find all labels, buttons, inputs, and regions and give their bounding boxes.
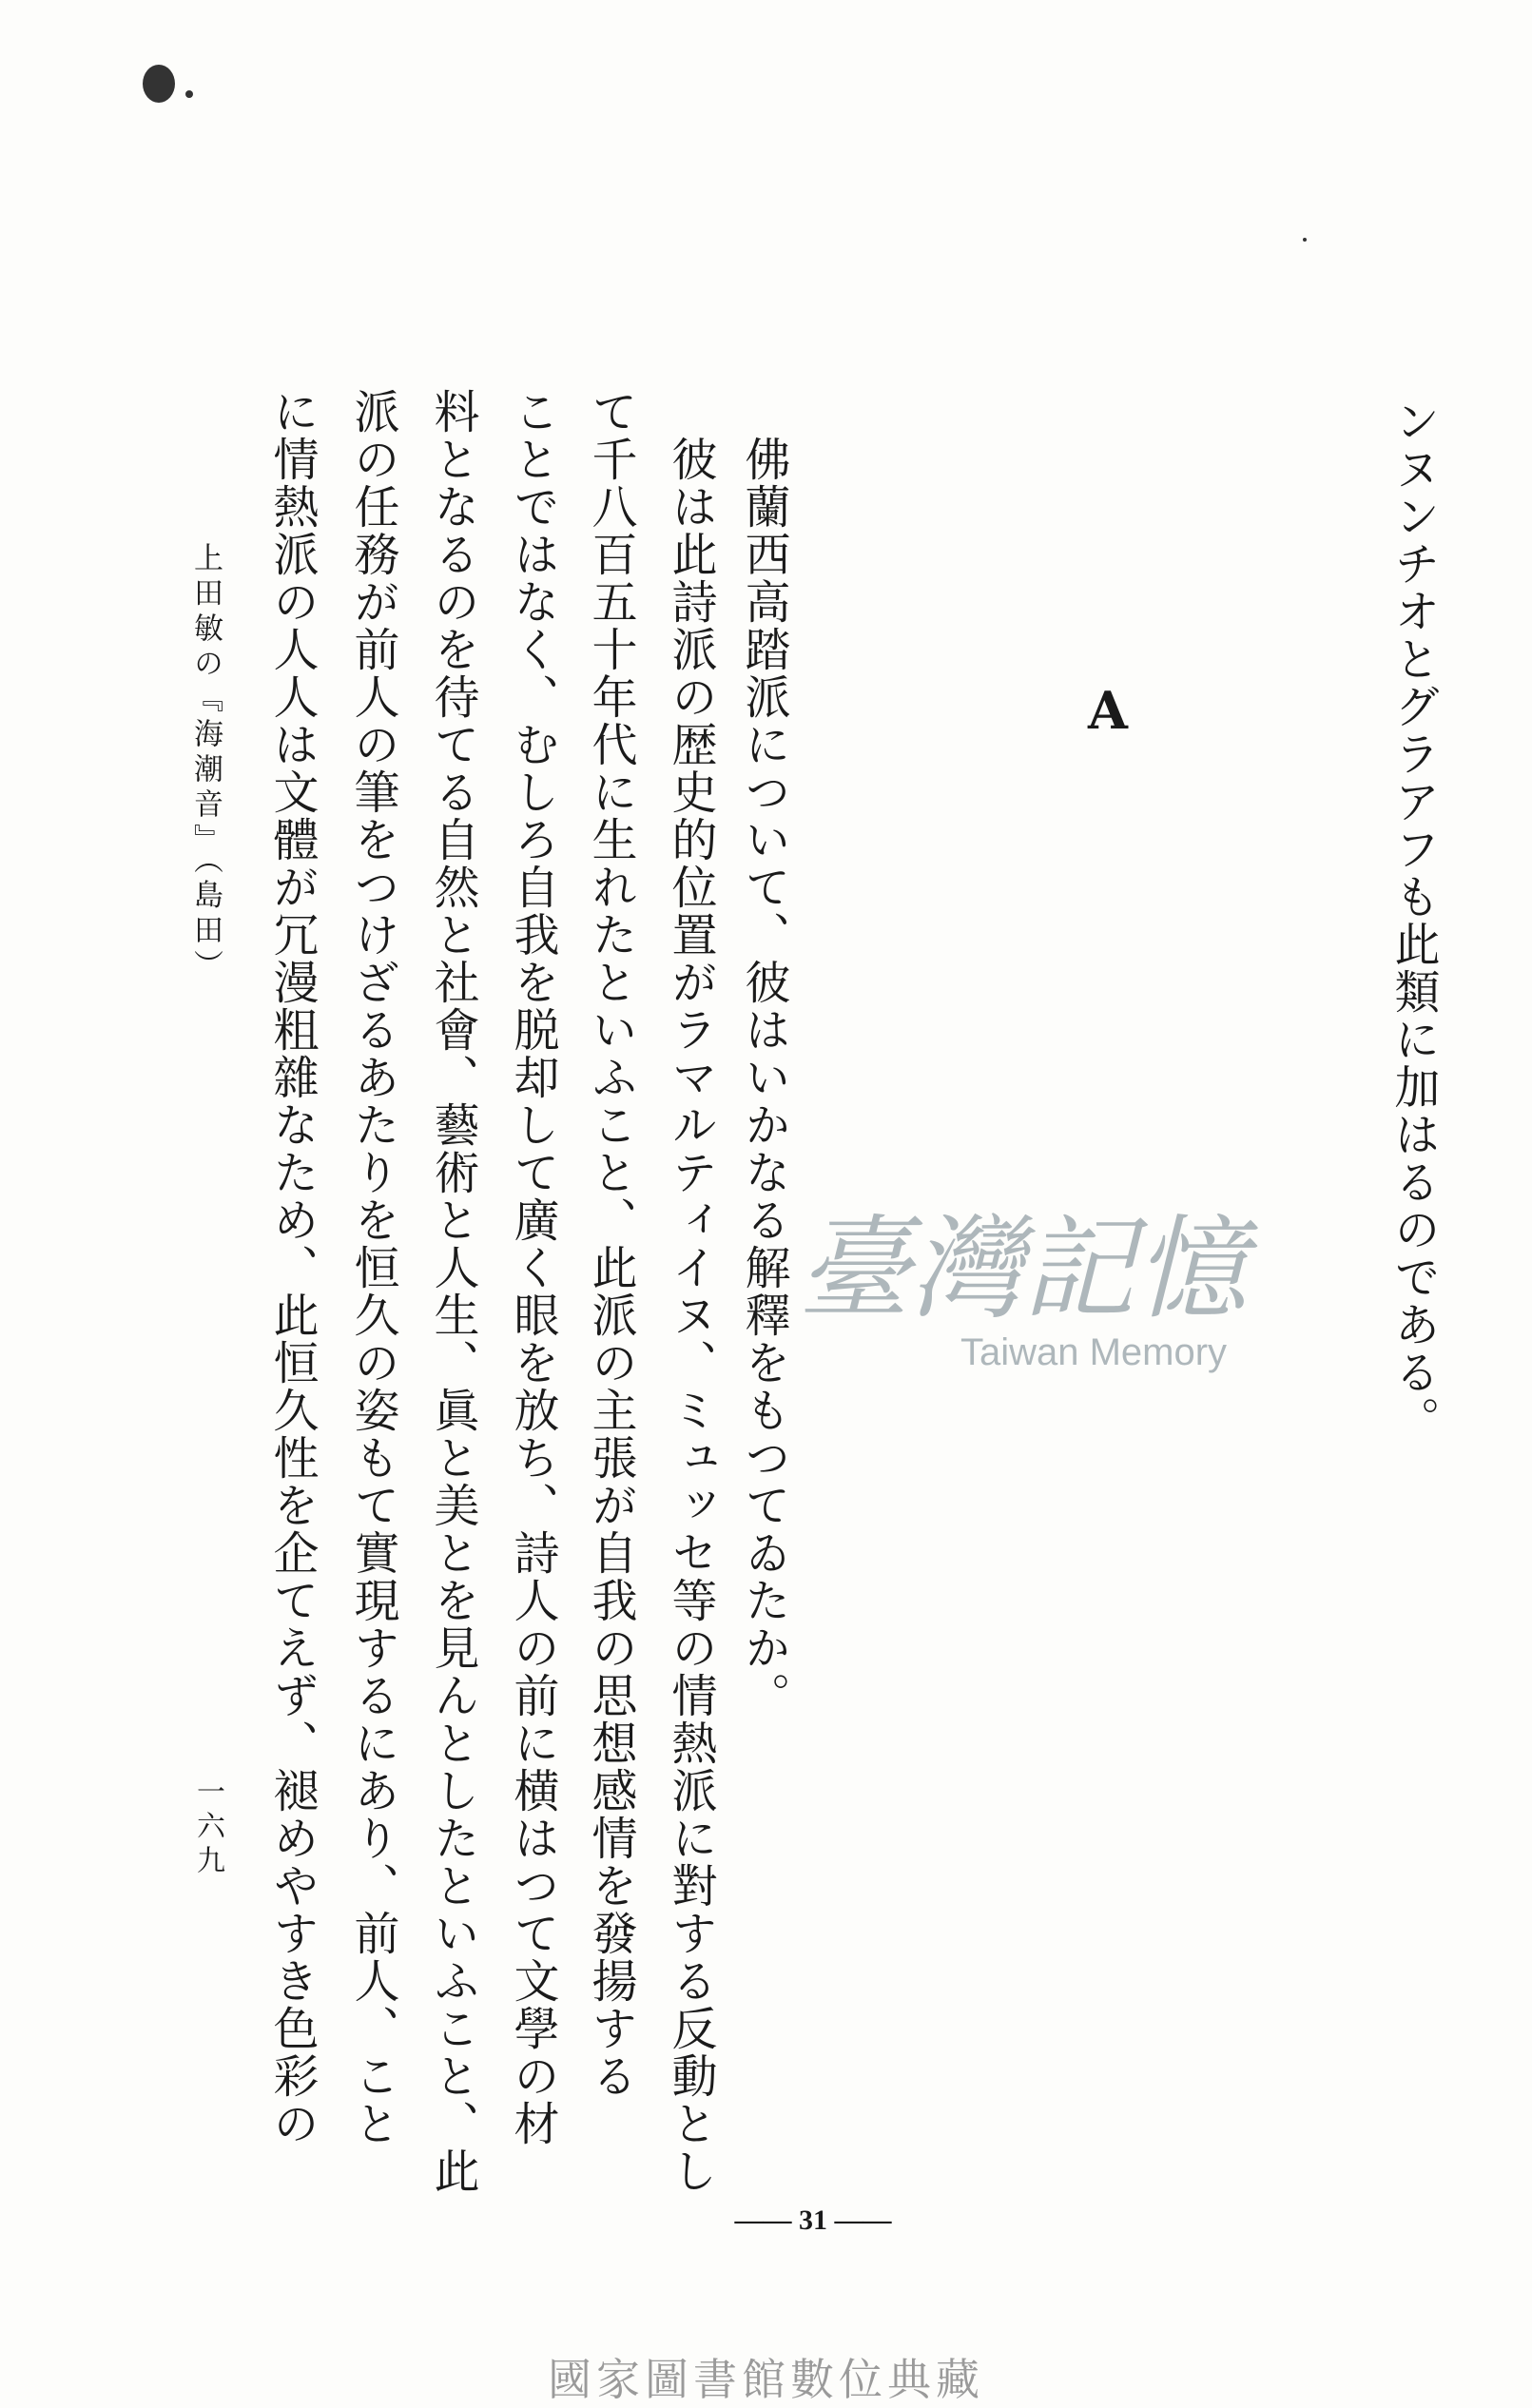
answer-line: ことではなく、むしろ自我を脱却して廣く眼を放ち、詩人の前に横はつて文學の材 [506, 388, 559, 2147]
taiwan-memory-watermark-logo [756, 1194, 1289, 1384]
watermark-text: 臺灣記憶 [797, 1203, 1248, 1334]
answer-line: 派の任務が前人の筆をつけざるあたりを恒久の姿もて實現するにあり、前人、こと [346, 388, 399, 2147]
question-line: 佛蘭西高踏派について、彼はいかなる解釋をもつてゐたか。 [737, 436, 790, 1719]
answer-line: 彼は此詩派の歴史的位置がラマルティイヌ、ミュッセ等の情熱派に對する反動とし [664, 436, 717, 2195]
scan-speck [143, 65, 175, 103]
scan-speck [185, 90, 193, 98]
section-heading: A [1088, 680, 1128, 741]
library-footer: 國家圖書館數位典藏 [548, 2354, 984, 2405]
running-caption: 上田敏の『海潮音』（島田） [188, 542, 223, 985]
answer-line: 料となるのを待てる自然と社會、藝術と人生、眞と美とを見んとしたといふこと、此 [426, 388, 479, 2195]
carryover-line: ンヌンチオとグラアフも此類に加はるのである。 [1387, 398, 1440, 1444]
answer-line: て千八百五十年代に生れたといふこと、此派の主張が自我の思想感情を發揚する [584, 388, 637, 2100]
scan-speck [1303, 238, 1307, 242]
answer-line: に情熱派の人人は文體が冗漫粗雜なため、此恒久性を企てえず、褪めやすき色彩の [265, 388, 319, 2147]
watermark-subtitle: Taiwan Memory [960, 1331, 1228, 1373]
page-number-kanji: 一六九 [191, 1777, 224, 1879]
folio-number: —— 31 —— [734, 2204, 892, 2236]
